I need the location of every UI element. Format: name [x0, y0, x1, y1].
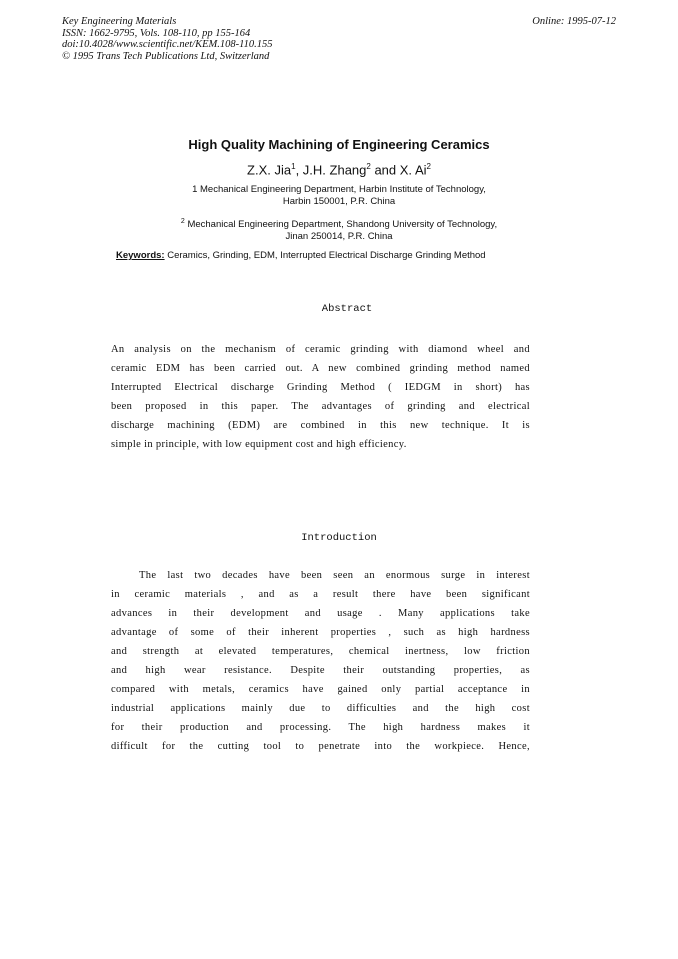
- intro-line: difficult for the cutting tool to penetrate into the workpiece. Hence,: [111, 741, 530, 752]
- issn-line: ISSN: 1662-9795, Vols. 108-110, pp 155-164: [62, 27, 251, 39]
- affiliation-text: Mechanical Engineering Department, Shandong University of Technology,: [184, 219, 498, 231]
- intro-line: and strength at elevated temperatures, chemical inertness, low friction: [111, 646, 530, 657]
- abstract-line: An analysis on the mechanism of ceramic grinding with diamond wheel and: [111, 344, 530, 355]
- intro-line: for their production and processing. The high hardness makes it: [111, 722, 530, 733]
- author-affil-mark: 2: [426, 162, 431, 171]
- doi-line: doi:10.4028/www.scientific.net/KEM.108-110.155: [62, 39, 273, 50]
- author-affil-mark: 2: [366, 162, 371, 171]
- intro-line: and high wear resistance. Despite their outstanding properties, as: [111, 665, 530, 676]
- keywords-label: Keywords:: [116, 250, 165, 261]
- journal-header: [62, 16, 272, 62]
- affiliation-line: Harbin 150001, P.R. China: [282, 195, 396, 207]
- author-name: J.H. Zhang: [302, 162, 367, 178]
- intro-line: compared with metals, ceramics have gained only partial acceptance in: [111, 684, 530, 695]
- introduction-body: [111, 566, 530, 756]
- paper-title: High Quality Machining of Engineering Ceramics: [188, 137, 490, 152]
- online-date: Online: 1995-07-12: [532, 16, 616, 27]
- intro-line: industrial applications mainly due to difficulties and the high cost: [111, 703, 530, 714]
- keywords: [116, 250, 486, 261]
- abstract-line: ceramic EDM has been carried out. A new combined grinding method named: [111, 363, 530, 374]
- author-separator: ,: [295, 162, 303, 178]
- author-separator: and: [370, 162, 400, 178]
- author-affil-mark: 1: [291, 162, 296, 171]
- affiliation-line: 1 Mechanical Engineering Department, Harbin Institute of Technology,: [192, 184, 486, 195]
- affiliation-mark: 2: [180, 218, 185, 225]
- intro-line: in ceramic materials , and as a result there have been significant: [111, 589, 530, 600]
- affiliation-line: [0, 216, 678, 231]
- affiliation-2: [0, 216, 678, 242]
- affiliation-line: Jinan 250014, P.R. China: [285, 230, 393, 242]
- keywords-text: Ceramics, Grinding, EDM, Interrupted Electrical Discharge Grinding Method: [164, 250, 486, 261]
- abstract-line: Interrupted Electrical discharge Grinding Method ( IEDGM in short) has: [111, 382, 530, 393]
- intro-line: The last two decades have been seen an enormous surge in interest: [139, 570, 530, 581]
- abstract-line: simple in principle, with low equipment cost and high efficiency.: [111, 439, 407, 450]
- intro-line: advantage of some of their inherent properties , such as high hardness: [111, 627, 530, 638]
- abstract-body: [111, 340, 530, 454]
- author-name: Z.X. Jia: [247, 162, 292, 178]
- journal-name: Key Engineering Materials: [62, 16, 177, 27]
- introduction-heading: Introduction: [301, 532, 377, 544]
- abstract-line: been proposed in this paper. The advantages of grinding and electrical: [111, 401, 530, 412]
- copyright-line: © 1995 Trans Tech Publications Ltd, Switzerland: [62, 50, 270, 62]
- abstract-line: discharge machining (EDM) are combined in this new technique. It is: [111, 420, 530, 431]
- author-name: X. Ai: [399, 162, 427, 178]
- abstract-heading: Abstract: [321, 303, 373, 315]
- author-list: [0, 162, 678, 177]
- intro-line: advances in their development and usage . Many applications take: [111, 608, 530, 619]
- affiliation-1: [0, 184, 678, 207]
